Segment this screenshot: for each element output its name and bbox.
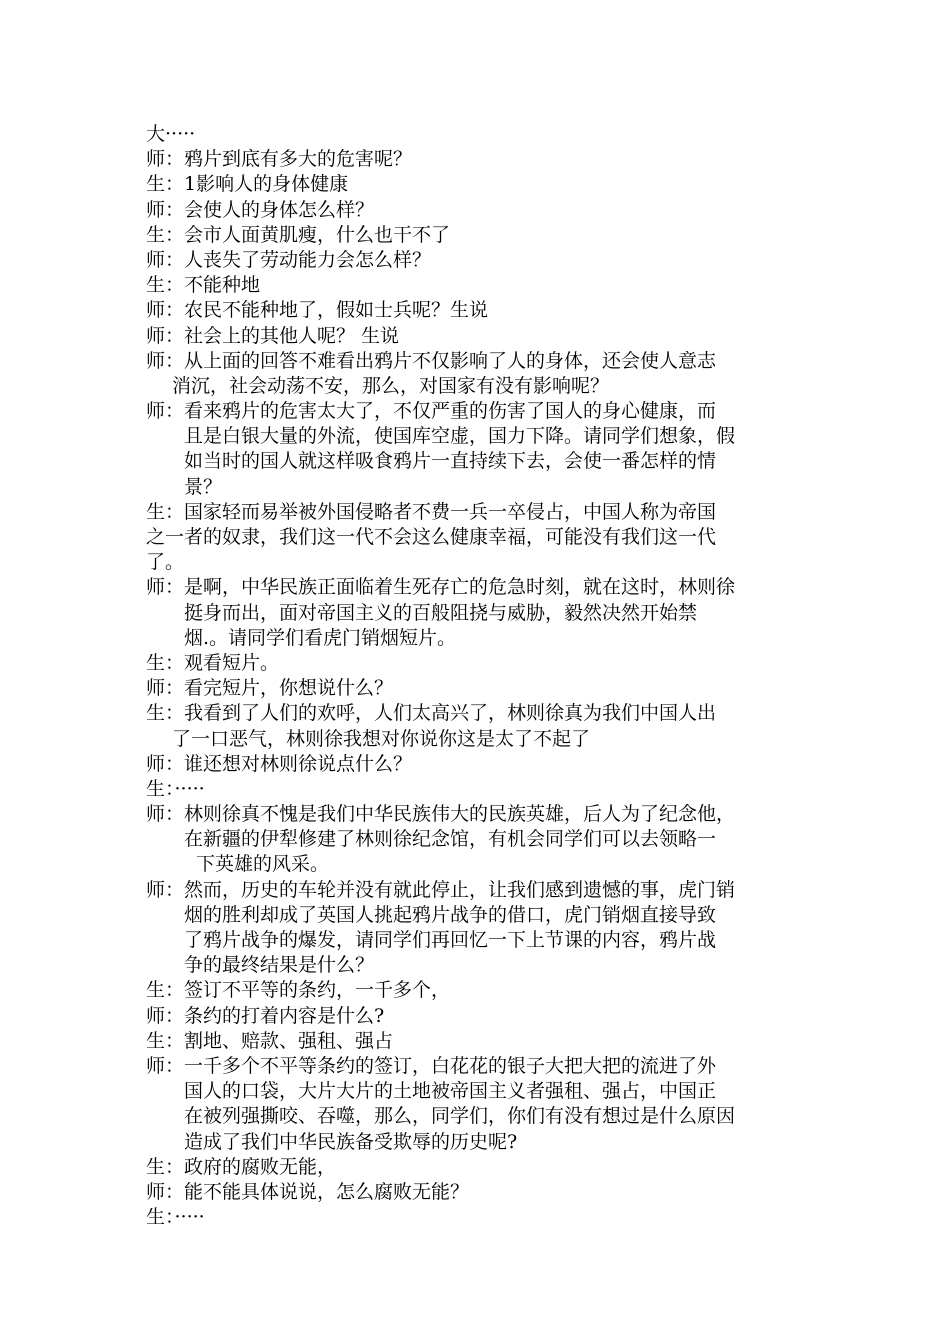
transcript-line: 生：政府的腐败无能， (146, 1155, 337, 1178)
transcript-line: 师：社会上的其他人呢？ 生说 (146, 324, 400, 347)
transcript-line: 大····· (146, 123, 196, 145)
transcript-line: 烟的胜利却成了英国人挑起鸦片战争的借口，虎门销烟直接导致 (184, 903, 717, 926)
transcript-line: 了一口恶气，林则徐我想对你说你这是太了不起了 (172, 727, 591, 750)
transcript-line: 之一者的奴隶，我们这一代不会这么健康幸福，可能没有我们这一代 (146, 526, 717, 548)
transcript-line: 师：看完短片，你想说什么？ (146, 677, 394, 700)
transcript-line: 生：签订不平等的条约，一千多个， (146, 979, 451, 1002)
document-page (146, 122, 822, 1230)
transcript-line: 生：1影响人的身体健康 (146, 173, 349, 196)
transcript-line: 师：农民不能种地了，假如士兵呢？生说 (146, 299, 489, 322)
transcript-line: 消沉，社会动荡不安，那么，对国家有没有影响呢？ (172, 374, 610, 397)
transcript-line: 生：割地、赔款、强租、强占 (146, 1029, 394, 1052)
transcript-line: 生：我看到了人们的欢呼，人们太高兴了，林则徐真为我们中国人出 (146, 702, 717, 725)
transcript-line: 争的最终结果是什么？ (184, 954, 375, 977)
transcript-line: 生：····· (146, 777, 205, 800)
transcript-line: 了。 (146, 551, 185, 574)
transcript-line: 师：看来鸦片的危害太大了，不仅严重的伤害了国人的身心健康，而 (146, 400, 717, 423)
transcript-line: 生：不能种地 (146, 274, 261, 297)
transcript-line: 生：····· (146, 1206, 205, 1229)
transcript-line: 景？ (184, 475, 223, 498)
transcript-line: 师：会使人的身体怎么样？ (146, 198, 375, 221)
transcript-line: 在新疆的伊犁修建了林则徐纪念馆，有机会同学们可以去领略一 (184, 828, 717, 851)
transcript-line: 在被列强撕咬、吞噬，那么，同学们，你们有没有想过是什么原因 (184, 1105, 736, 1128)
transcript-line: 师：一千多个不平等条约的签订，白花花的银子大把大把的流进了外 (146, 1054, 717, 1077)
transcript-line: 挺身而出，面对帝国主义的百般阻挠与威胁，毅然决然开始禁 (184, 601, 698, 624)
transcript-line: 如当时的国人就这样吸食鸦片一直持续下去，会使一番怎样的情 (184, 450, 717, 473)
transcript-line: 师：谁还想对林则徐说点什么？ (146, 752, 413, 775)
transcript-line: 师：鸦片到底有多大的危害呢？ (146, 148, 413, 171)
transcript-line: 生：观看短片。 (146, 651, 280, 674)
transcript-line: 师：条约的打着内容是什么? (146, 1004, 385, 1027)
transcript-line: 造成了我们中华民族备受欺辱的历史呢? (184, 1130, 518, 1153)
transcript-line: 国人的口袋，大片大片的土地被帝国主义者强租、强占，中国正 (184, 1080, 717, 1103)
transcript-line: 师：是啊，中华民族正面临着生死存亡的危急时刻，就在这时，林则徐 (146, 576, 736, 599)
transcript-line: 师：从上面的回答不难看出鸦片不仅影响了人的身体，还会使人意志 (146, 349, 717, 372)
transcript-line: 生：会市人面黄肌瘦，什么也干不了 (146, 223, 451, 246)
transcript-line: 下英雄的风采。 (196, 853, 330, 876)
transcript-line: 且是白银大量的外流，使国库空虚，国力下降。请同学们想象，假 (184, 425, 736, 448)
transcript-line: 师：然而，历史的车轮并没有就此停止，让我们感到遗憾的事，虎门销 (146, 878, 736, 901)
transcript-line: 师：林则徐真不愧是我们中华民族伟大的民族英雄，后人为了纪念他， (146, 803, 736, 826)
transcript-line: 了鸦片战争的爆发，请同学们再回忆一下上节课的内容，鸦片战 (184, 929, 717, 951)
transcript-line: 生：国家轻而易举被外国侵略者不费一兵一卒侵占，中国人称为帝国 (146, 500, 717, 523)
transcript-body (146, 122, 822, 1230)
transcript-line: 师：能不能具体说说，怎么腐败无能？ (146, 1180, 470, 1203)
transcript-line: 烟.。请同学们看虎门销烟短片。 (184, 626, 457, 649)
transcript-line: 师：人丧失了劳动能力会怎么样？ (146, 248, 432, 271)
